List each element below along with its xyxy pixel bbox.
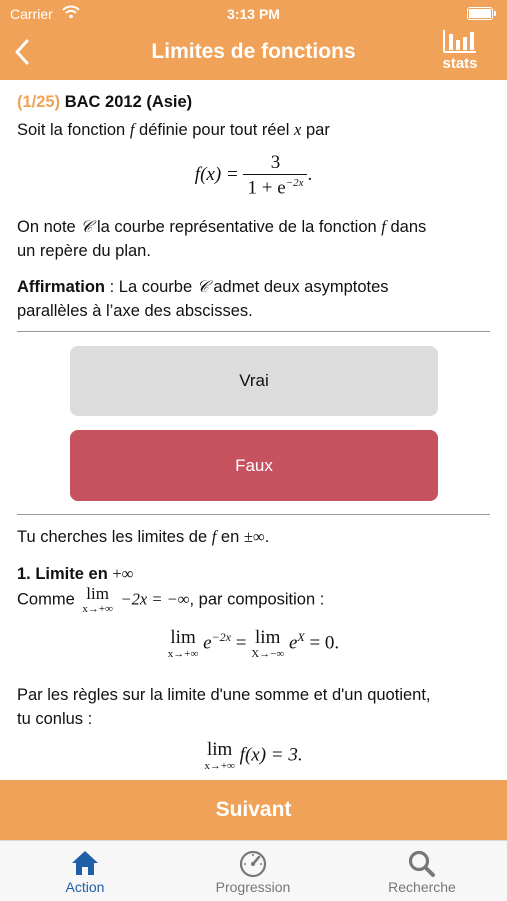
tab-label: Action — [65, 879, 105, 895]
stats-button[interactable] — [435, 28, 485, 78]
tab-progression[interactable] — [183, 841, 323, 901]
section-title: 1. Limite en +∞ — [17, 564, 134, 583]
limit-operator: lim x→+∞ — [82, 584, 113, 615]
composition-limit: lim x→+∞ $e^{-2x}$ = lim X→−∞ $e^X = 0$. — [167, 627, 340, 660]
curve-definition: On note 𝒞 la courbe représentative de la fonction f dans un repère du plan. — [17, 217, 427, 260]
gauge-icon — [238, 849, 268, 877]
formula-exponent: −2x — [285, 177, 304, 189]
next-button[interactable]: Suivant — [0, 780, 507, 840]
tab-action[interactable] — [15, 841, 155, 901]
question-header — [17, 90, 192, 114]
assertion-label: Affirmation — [17, 278, 105, 296]
rules-text: Par les règles sur la limite d'une somme et d'un quotient, tu conlus : — [17, 686, 431, 728]
question-intro — [17, 118, 330, 142]
divider — [17, 331, 490, 332]
search-icon — [407, 849, 437, 877]
home-icon — [70, 849, 100, 877]
question-source: BAC 2012 (Asie) — [64, 93, 193, 111]
tab-label: Recherche — [388, 879, 456, 895]
battery-icon — [467, 7, 493, 20]
true-button[interactable]: Vrai — [70, 346, 438, 416]
tab-bar — [0, 840, 507, 901]
formula-numerator: 3 — [243, 152, 307, 175]
question-number: (1/25) — [17, 93, 61, 111]
assertion: Affirmation : La courbe 𝒞 admet deux asymptotes parallèles à l’axe des abscisses. — [17, 277, 389, 320]
status-time: 3:13 PM — [227, 6, 280, 22]
stats-label: stats — [442, 55, 478, 72]
divider — [17, 514, 490, 515]
curve-symbol: 𝒞 — [80, 217, 93, 236]
intro-text: Soit la fonction — [17, 121, 126, 139]
formula-lhs: f(x) = — [194, 164, 239, 186]
intro-f: f — [129, 120, 135, 139]
intro-x: x — [294, 120, 302, 139]
bar-chart-icon — [442, 28, 478, 54]
intro-rest: définie pour tout réel — [139, 121, 290, 139]
final-limit: lim x→+∞ f(x) = 3. — [204, 739, 303, 772]
tab-recherche[interactable] — [352, 841, 492, 901]
intro-par: par — [305, 121, 330, 139]
formula-denominator: $1 + e^{-2x}$ — [247, 177, 304, 199]
formula-end: . — [307, 164, 313, 186]
status-bar — [0, 0, 507, 28]
formula-fraction — [243, 152, 307, 199]
correction-intro: Tu cherches les limites de f en ±∞. — [17, 527, 270, 546]
comme-line: Comme lim x→+∞ −2x = −∞, par composition : — [17, 584, 325, 615]
function-formula — [0, 152, 507, 199]
carrier-label: Carrier — [10, 6, 53, 22]
false-button[interactable]: Faux — [70, 430, 438, 501]
question-content[interactable] — [0, 80, 507, 780]
tab-label: Progression — [215, 879, 291, 895]
page-title: Limites de fonctions — [151, 40, 356, 63]
top-bar — [0, 0, 507, 80]
